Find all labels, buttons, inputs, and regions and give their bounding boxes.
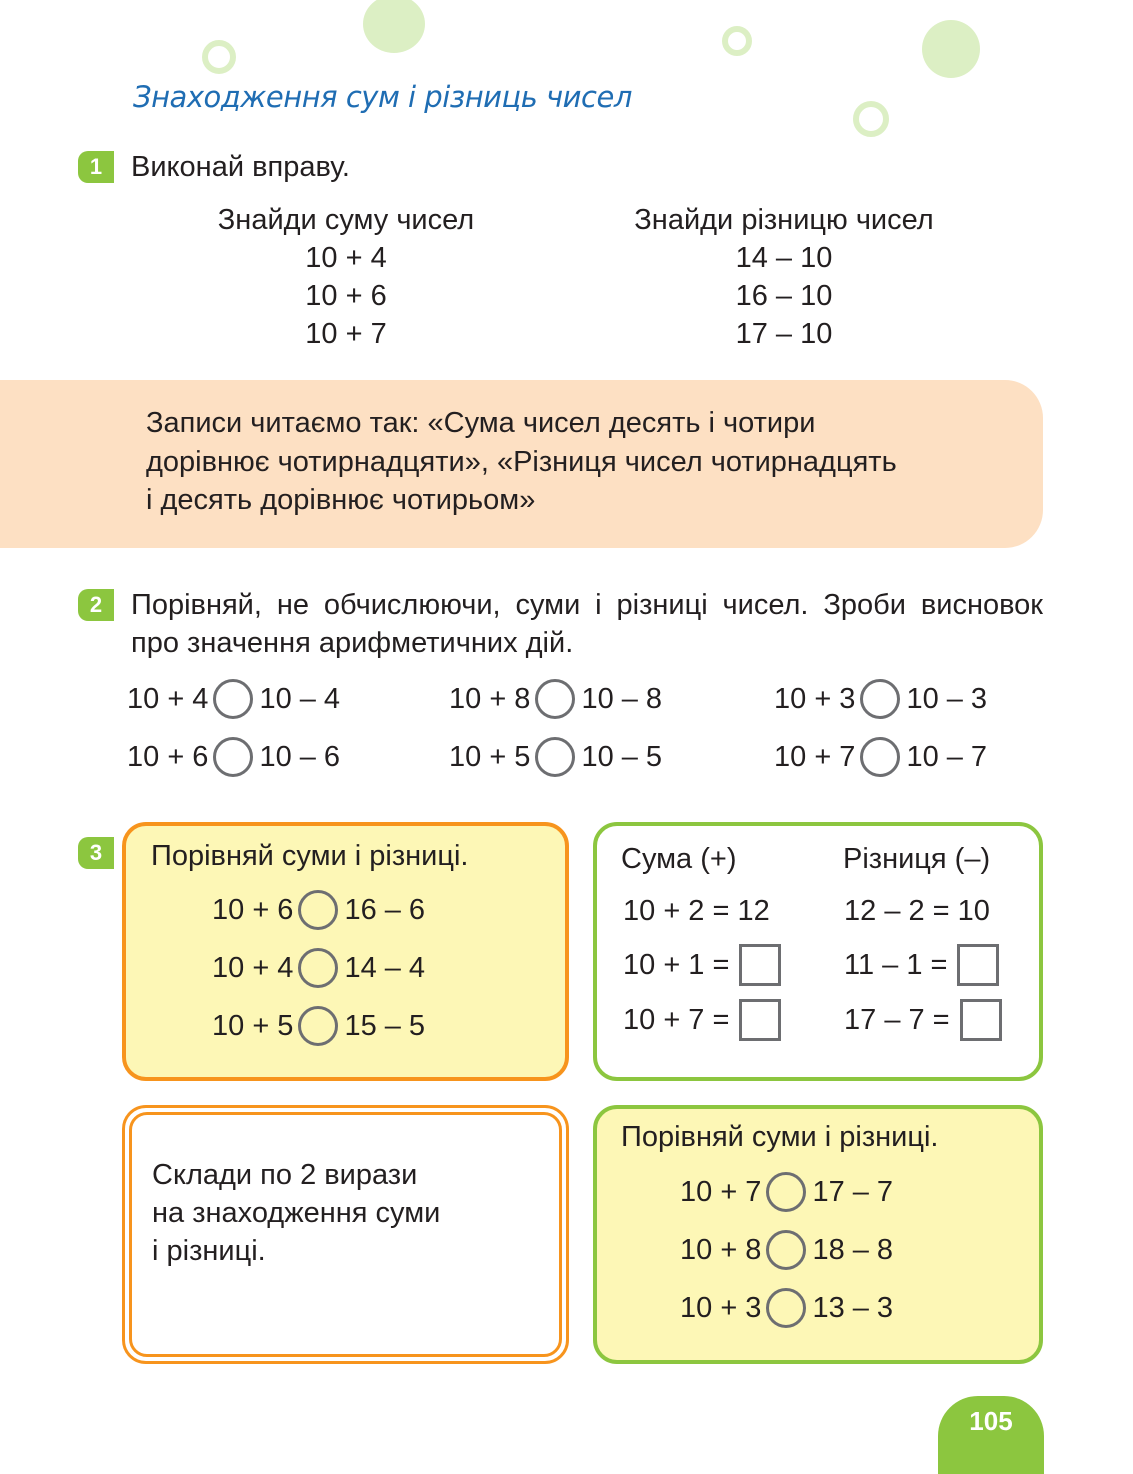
compare-circle[interactable] — [213, 679, 253, 719]
compare-row — [680, 1170, 893, 1214]
decor-ring — [853, 101, 889, 137]
sum-row-text: 10 + 7 = — [623, 1003, 730, 1036]
right-expression: 10 – 8 — [581, 682, 663, 715]
right-expression: 10 – 4 — [259, 682, 341, 715]
page-number: 105 — [938, 1396, 1044, 1474]
compare-circle[interactable] — [766, 1288, 806, 1328]
sum-header: Сума (+) — [621, 843, 737, 875]
compare-row — [449, 677, 662, 721]
compare-row — [774, 677, 987, 721]
compare-row — [127, 735, 340, 779]
card-title: Порівняй суми і різниці. — [151, 840, 469, 872]
diff-row-text: 17 – 7 = — [844, 1003, 950, 1036]
compare-circle[interactable] — [860, 679, 900, 719]
decor-ring — [722, 26, 752, 56]
task-number-badge: 2 — [78, 589, 114, 621]
diff-row: 12 – 2 = 10 — [844, 895, 990, 927]
right-expression: 16 – 6 — [344, 893, 426, 926]
task-number-badge: 3 — [78, 837, 114, 869]
sum-expression: 10 + 7 — [305, 318, 387, 350]
sum-row — [623, 998, 781, 1042]
compare-circle[interactable] — [860, 737, 900, 777]
card-line: Склади по 2 вирази — [152, 1159, 418, 1191]
note-line: Записи читаємо так: «Сума чисел десять і чотири — [146, 407, 816, 439]
note-line: дорівнює чотирнадцяти», «Різниця чисел чотирнадцять — [146, 445, 897, 478]
task2-text: Порівняй, не обчислюючи, суми і різниці чисел. Зроби висновок про значення арифметичних дій. — [131, 589, 1043, 659]
left-expression: 10 + 5 — [449, 740, 531, 773]
left-expression: 10 + 7 — [774, 740, 856, 773]
right-expression: 10 – 7 — [906, 740, 988, 773]
right-expression: 17 – 7 — [812, 1175, 894, 1208]
sum-row: 10 + 2 = 12 — [623, 895, 770, 927]
diff-row — [844, 998, 1002, 1042]
note-text — [146, 404, 897, 520]
left-expression: 10 + 3 — [680, 1291, 762, 1324]
compare-circle[interactable] — [298, 948, 338, 988]
note-line: і десять дорівнює чотирьом» — [146, 484, 536, 516]
left-expression: 10 + 4 — [127, 682, 209, 715]
left-expression: 10 + 6 — [127, 740, 209, 773]
decor-circle — [363, 0, 425, 53]
left-expression: 10 + 3 — [774, 682, 856, 715]
right-expression: 10 – 3 — [906, 682, 988, 715]
compare-circle[interactable] — [535, 737, 575, 777]
answer-box[interactable] — [957, 944, 999, 986]
answer-box[interactable] — [960, 999, 1002, 1041]
compare-row — [774, 735, 987, 779]
right-expression: 10 – 6 — [259, 740, 341, 773]
task-number-badge: 1 — [78, 151, 114, 183]
card-compose-expressions — [122, 1105, 569, 1364]
compare-row — [449, 735, 662, 779]
diff-expression: 16 – 10 — [735, 280, 833, 312]
left-expression: 10 + 8 — [449, 682, 531, 715]
answer-box[interactable] — [739, 999, 781, 1041]
sum-row-text: 10 + 1 = — [623, 948, 730, 981]
left-expression: 10 + 8 — [680, 1233, 762, 1266]
left-expression: 10 + 5 — [212, 1009, 294, 1042]
left-expression: 10 + 4 — [212, 951, 294, 984]
compare-circle[interactable] — [298, 1006, 338, 1046]
left-expression: 10 + 6 — [212, 893, 294, 926]
compare-circle[interactable] — [213, 737, 253, 777]
card-title: Порівняй суми і різниці. — [621, 1121, 939, 1153]
compare-circle[interactable] — [298, 890, 338, 930]
card-compare-d — [593, 1105, 1043, 1364]
right-expression: 18 – 8 — [812, 1233, 894, 1266]
diff-row — [844, 943, 999, 987]
right-expression: 13 – 3 — [812, 1291, 894, 1324]
compare-row — [127, 677, 340, 721]
right-expression: 10 – 5 — [581, 740, 663, 773]
card-sum-difference — [593, 822, 1043, 1081]
card-line: і різниці. — [152, 1235, 266, 1267]
diff-expression: 14 – 10 — [735, 242, 833, 274]
diff-header: Різниця (–) — [843, 843, 991, 875]
diff-row-text: 11 – 1 = — [844, 948, 948, 981]
sum-expression: 10 + 6 — [305, 280, 387, 312]
compare-row — [212, 946, 425, 990]
decor-ring — [202, 40, 236, 74]
answer-box[interactable] — [739, 944, 781, 986]
compare-circle[interactable] — [535, 679, 575, 719]
sum-expression: 10 + 4 — [305, 242, 387, 274]
section-heading: Знаходження сум і різниць чисел — [133, 80, 632, 114]
compare-row — [212, 888, 425, 932]
compare-row — [680, 1228, 893, 1272]
diff-title: Знайди різницю чисел — [634, 204, 934, 236]
card-compare-a — [122, 822, 569, 1081]
compare-row — [680, 1286, 893, 1330]
right-expression: 14 – 4 — [344, 951, 426, 984]
sum-row — [623, 943, 781, 987]
left-expression: 10 + 7 — [680, 1175, 762, 1208]
task1-instruction: Виконай вправу. — [131, 151, 350, 183]
compare-row — [212, 1004, 425, 1048]
compare-circle[interactable] — [766, 1230, 806, 1270]
decor-circle — [922, 20, 980, 78]
compare-circle[interactable] — [766, 1172, 806, 1212]
right-expression: 15 – 5 — [344, 1009, 426, 1042]
card-line: на знаходження суми — [152, 1197, 441, 1229]
diff-expression: 17 – 10 — [735, 318, 833, 350]
sum-title: Знайди суму чисел — [217, 204, 475, 236]
